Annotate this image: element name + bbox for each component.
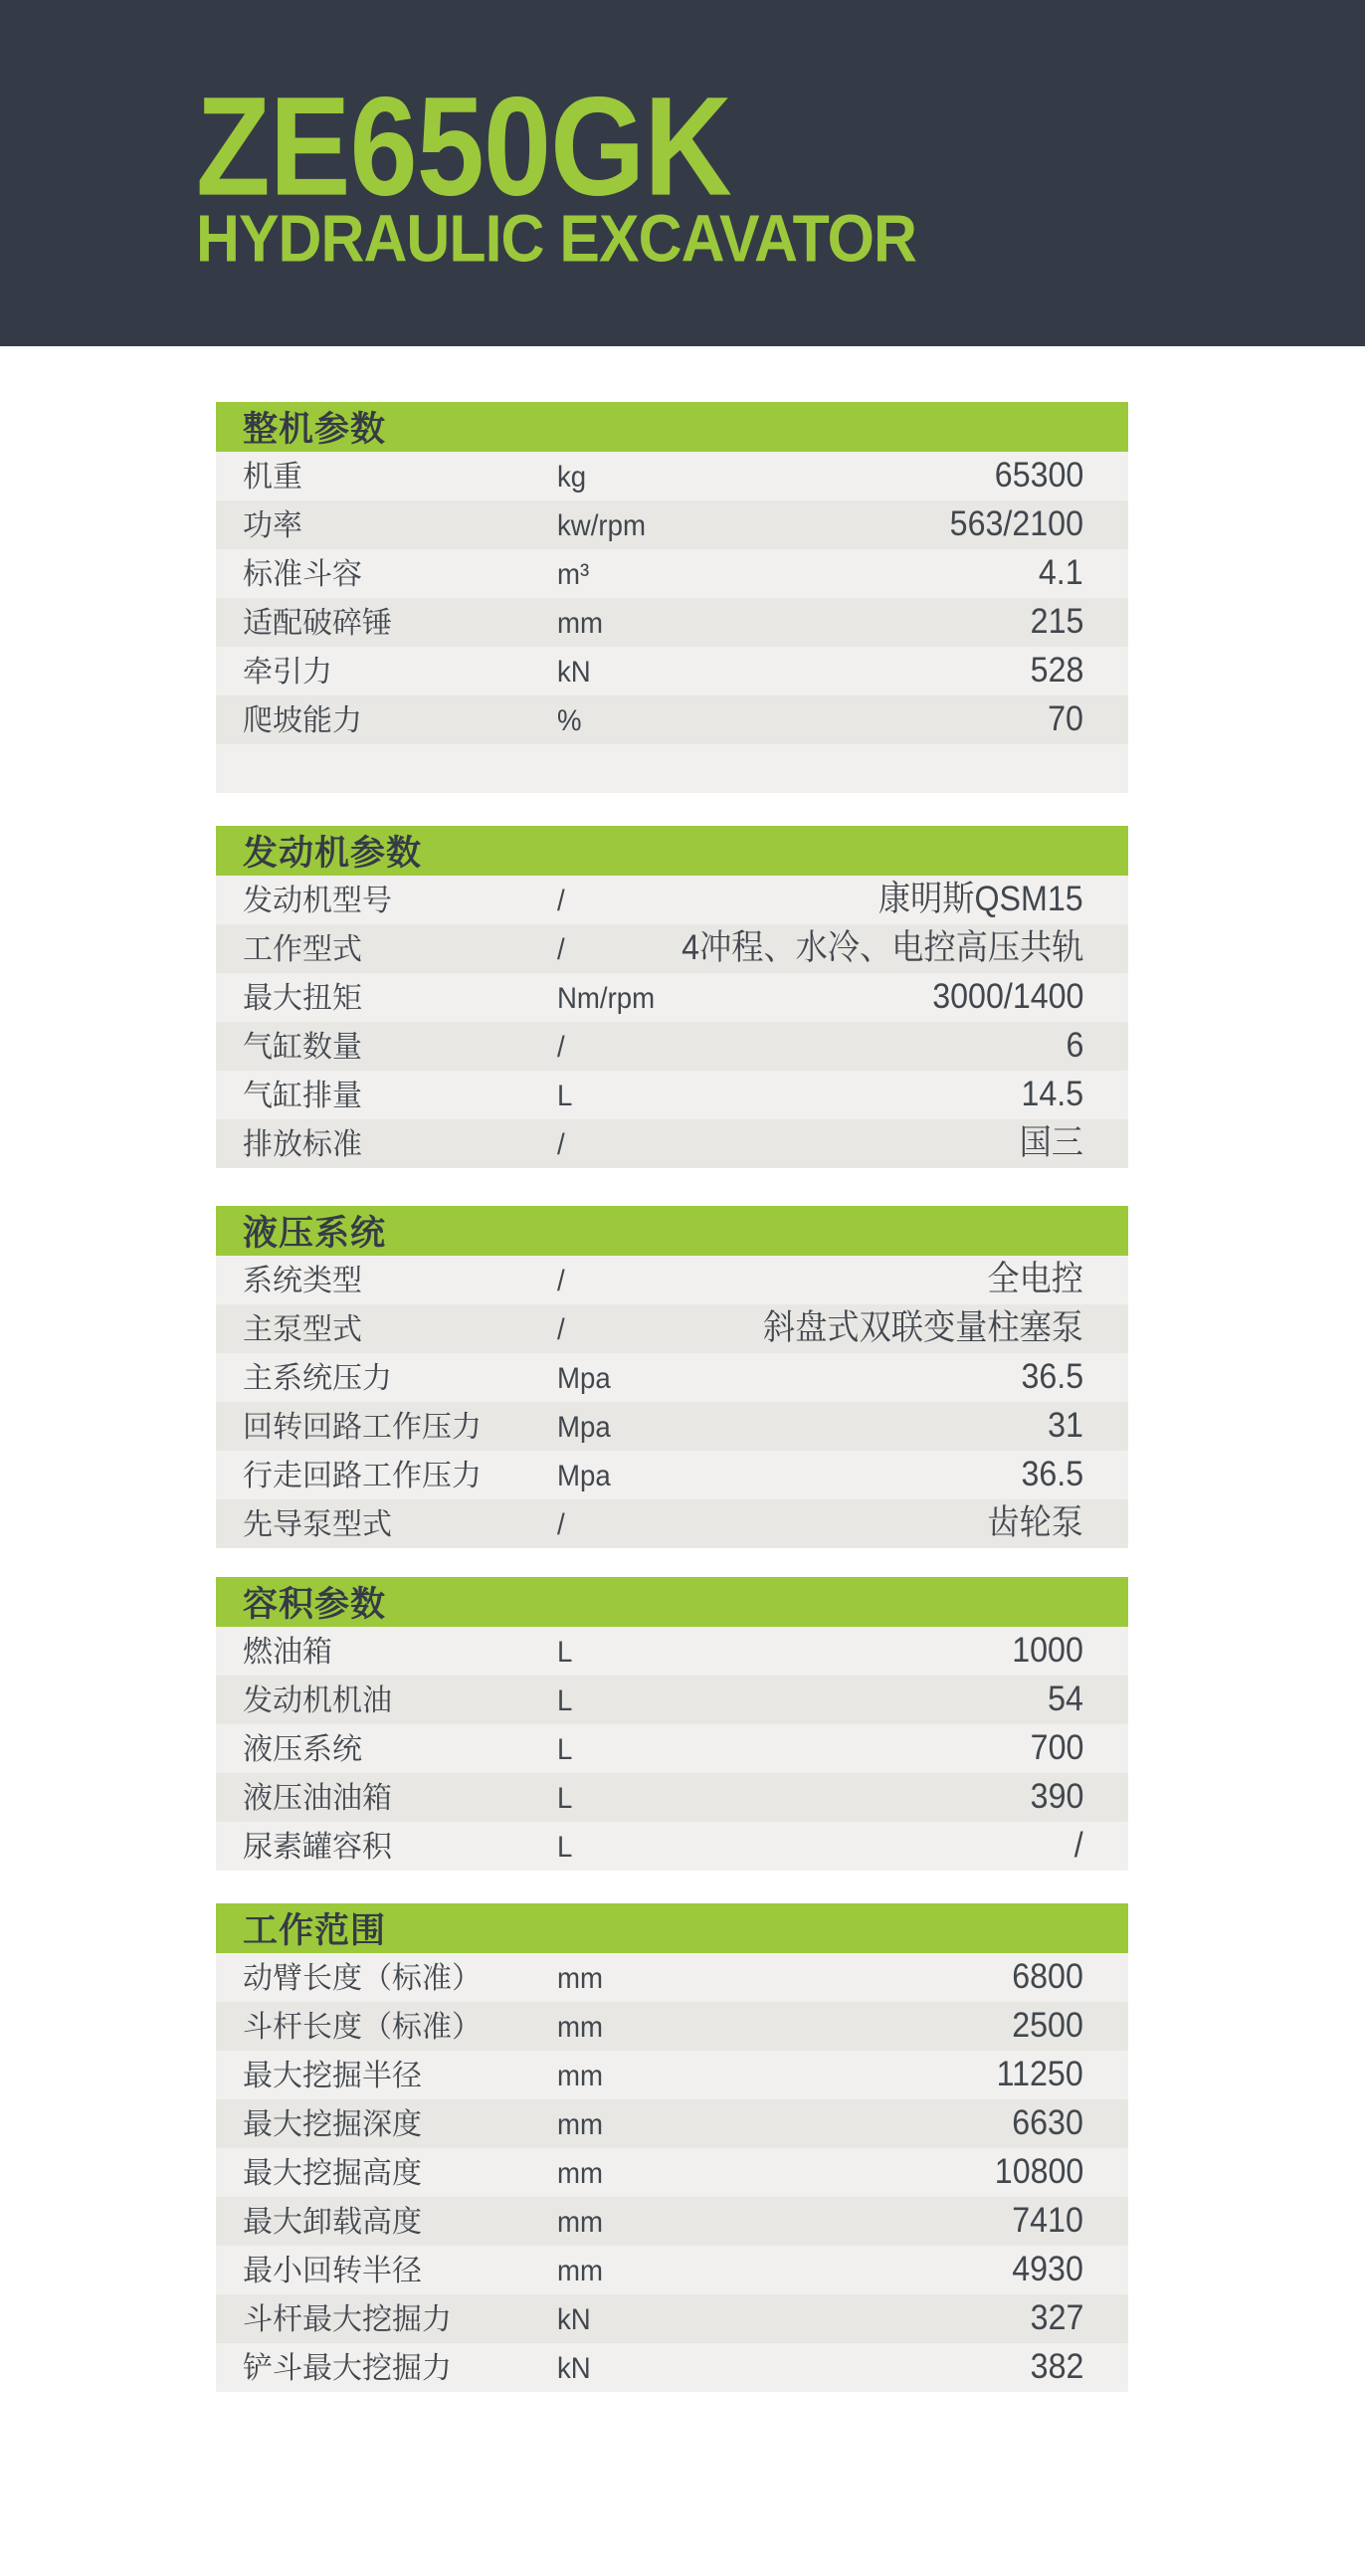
table-row <box>216 452 1128 500</box>
row-value: 36.5 <box>1021 1357 1083 1396</box>
row-label: 发动机型号 <box>243 885 392 917</box>
row-unit: L <box>557 1080 573 1112</box>
row-value: 1000 <box>1012 1631 1083 1670</box>
row-value: 2500 <box>1012 2006 1083 2045</box>
row-value: 4冲程、水冷、电控高压共轨 <box>681 928 1083 967</box>
row-value: 65300 <box>994 456 1083 495</box>
row-unit: kN <box>557 2303 591 2336</box>
row-unit: / <box>557 1265 565 1297</box>
row-unit: mm <box>557 2255 603 2287</box>
row-value: 11250 <box>996 2055 1083 2093</box>
table-row <box>216 1627 1128 1676</box>
table-row <box>216 1119 1128 1168</box>
table-row <box>216 1022 1128 1071</box>
table-row <box>216 1953 1128 2002</box>
table-row <box>216 500 1128 549</box>
row-unit: / <box>557 1313 565 1346</box>
row-unit: / <box>557 1031 565 1064</box>
row-label: 液压油油箱 <box>243 1782 392 1815</box>
section-title: 容积参数 <box>243 1585 387 1624</box>
table-row <box>216 2294 1128 2343</box>
table-row <box>216 1451 1128 1499</box>
row-value: 3000/1400 <box>931 977 1083 1016</box>
row-unit: % <box>557 704 582 737</box>
row-label: 主系统压力 <box>243 1362 392 1395</box>
section-title-bar <box>216 1903 1128 1953</box>
row-label: 最大卸载高度 <box>243 2206 422 2239</box>
row-value: 全电控 <box>987 1260 1083 1298</box>
row-unit: / <box>557 1128 565 1161</box>
table-row <box>216 1071 1128 1119</box>
row-label: 机重 <box>243 461 302 494</box>
table-row <box>216 1402 1128 1451</box>
section-title: 整机参数 <box>243 410 387 449</box>
row-value: 700 <box>1030 1728 1083 1767</box>
row-unit: kg <box>557 461 587 494</box>
row-label: 功率 <box>243 509 302 542</box>
row-unit: Mpa <box>557 1362 611 1395</box>
table-row <box>216 1353 1128 1402</box>
table-row <box>216 647 1128 695</box>
row-value: 390 <box>1030 1777 1083 1816</box>
row-value: / <box>1074 1826 1083 1865</box>
table-row <box>216 924 1128 973</box>
row-label: 标准斗容 <box>243 558 362 591</box>
table-row <box>216 695 1128 744</box>
model-title: ZE650GK <box>196 67 731 225</box>
table-row <box>216 744 1128 793</box>
table-row <box>216 1724 1128 1773</box>
row-label: 最大挖掘半径 <box>243 2060 422 2092</box>
row-unit: kN <box>557 2352 591 2385</box>
spec-section <box>216 1206 1128 1548</box>
row-label: 牵引力 <box>243 656 332 689</box>
row-value: 齿轮泵 <box>987 1503 1083 1542</box>
row-value: 31 <box>1048 1406 1083 1445</box>
table-row <box>216 1676 1128 1724</box>
row-value: 国三 <box>1019 1123 1083 1162</box>
table-row <box>216 1499 1128 1548</box>
table-row <box>216 1256 1128 1304</box>
section-title-bar <box>216 1206 1128 1256</box>
table-row <box>216 2343 1128 2392</box>
row-unit: L <box>557 1684 573 1717</box>
section-title-bar <box>216 826 1128 876</box>
row-unit: L <box>557 1831 573 1864</box>
row-unit: m³ <box>557 558 590 591</box>
row-label: 主泵型式 <box>243 1313 362 1346</box>
row-value: 54 <box>1048 1680 1083 1718</box>
row-unit: kw/rpm <box>557 509 646 542</box>
table-row <box>216 2099 1128 2148</box>
section-title: 发动机参数 <box>243 834 423 873</box>
row-value: 10800 <box>994 2152 1083 2191</box>
row-unit: mm <box>557 607 603 640</box>
row-value: 康明斯QSM15 <box>878 880 1083 918</box>
row-label: 铲斗最大挖掘力 <box>243 2352 452 2385</box>
row-value: 7410 <box>1012 2201 1083 2240</box>
table-row <box>216 1822 1128 1871</box>
table-row <box>216 598 1128 647</box>
spec-section <box>216 1903 1128 2392</box>
row-label: 爬坡能力 <box>243 704 362 737</box>
row-label: 行走回路工作压力 <box>243 1460 482 1492</box>
table-row <box>216 2197 1128 2246</box>
table-row <box>216 549 1128 598</box>
row-label: 排放标准 <box>243 1128 362 1161</box>
table-row <box>216 2246 1128 2294</box>
table-row <box>216 1304 1128 1353</box>
row-unit: / <box>557 885 565 917</box>
section-title-bar <box>216 1577 1128 1627</box>
row-value: 4930 <box>1012 2250 1083 2288</box>
row-label: 斗杆最大挖掘力 <box>243 2303 452 2336</box>
row-label: 先导泵型式 <box>243 1508 392 1541</box>
row-unit: / <box>557 1508 565 1541</box>
row-label: 最大扭矩 <box>243 982 362 1015</box>
model-subtitle: HYDRAULIC EXCAVATOR <box>196 200 916 277</box>
row-unit: L <box>557 1733 573 1766</box>
row-label: 发动机机油 <box>243 1684 392 1717</box>
spec-section <box>216 826 1128 1168</box>
row-unit: mm <box>557 2011 603 2044</box>
spec-section <box>216 1577 1128 1871</box>
row-unit: L <box>557 1782 573 1815</box>
page-header <box>0 0 1365 346</box>
row-label: 燃油箱 <box>243 1636 332 1669</box>
row-value: 382 <box>1030 2347 1083 2386</box>
row-value: 36.5 <box>1021 1455 1083 1493</box>
row-label: 系统类型 <box>243 1265 362 1297</box>
table-row <box>216 1773 1128 1822</box>
row-value: 528 <box>1030 651 1083 690</box>
row-value: 6 <box>1066 1026 1083 1065</box>
row-unit: mm <box>557 2157 603 2190</box>
table-row <box>216 973 1128 1022</box>
row-label: 斗杆长度（标准） <box>243 2011 482 2044</box>
row-unit: Mpa <box>557 1411 611 1444</box>
row-unit: L <box>557 1636 573 1669</box>
row-label: 最大挖掘深度 <box>243 2108 422 2141</box>
row-unit: Mpa <box>557 1460 611 1492</box>
row-label: 工作型式 <box>243 933 362 966</box>
row-unit: mm <box>557 1962 603 1995</box>
row-unit: kN <box>557 656 591 689</box>
row-unit: mm <box>557 2108 603 2141</box>
row-unit: mm <box>557 2060 603 2092</box>
row-label: 回转回路工作压力 <box>243 1411 482 1444</box>
row-unit: mm <box>557 2206 603 2239</box>
row-value: 6800 <box>1012 1957 1083 1996</box>
row-label: 尿素罐容积 <box>243 1831 392 1864</box>
row-label: 液压系统 <box>243 1733 362 1766</box>
row-label: 最大挖掘高度 <box>243 2157 422 2190</box>
table-row <box>216 2051 1128 2099</box>
table-row <box>216 2148 1128 2197</box>
row-value: 斜盘式双联变量柱塞泵 <box>762 1308 1083 1347</box>
row-value: 215 <box>1030 602 1083 641</box>
section-title: 工作范围 <box>243 1911 387 1950</box>
section-title: 液压系统 <box>243 1214 387 1253</box>
table-row <box>216 876 1128 924</box>
row-value: 70 <box>1048 699 1083 738</box>
row-value: 6630 <box>1012 2103 1083 2142</box>
spec-tables <box>216 402 1128 2392</box>
row-label: 适配破碎锤 <box>243 607 392 640</box>
row-unit: / <box>557 933 565 966</box>
row-value: 4.1 <box>1039 553 1083 592</box>
row-value: 327 <box>1030 2298 1083 2337</box>
row-value: 14.5 <box>1021 1075 1083 1113</box>
row-label: 最小回转半径 <box>243 2255 422 2287</box>
section-title-bar <box>216 402 1128 452</box>
row-label: 气缸排量 <box>243 1080 362 1112</box>
row-value: 563/2100 <box>949 504 1083 543</box>
spec-section <box>216 402 1128 793</box>
table-row <box>216 2002 1128 2051</box>
row-label: 气缸数量 <box>243 1031 362 1064</box>
row-label: 动臂长度（标准） <box>243 1962 482 1995</box>
row-unit: Nm/rpm <box>557 982 656 1015</box>
